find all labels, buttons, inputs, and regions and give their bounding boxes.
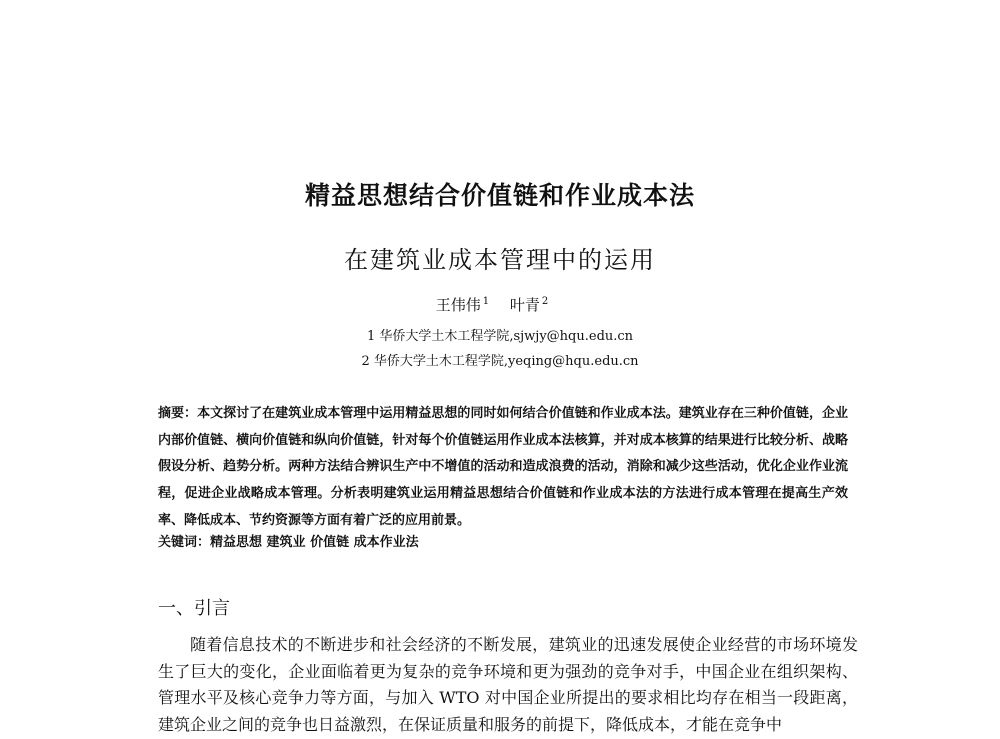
- abstract: [158, 401, 848, 535]
- abstract-text: 本文探讨了在建筑业成本管理中运用精益思想的同时如何结合价值链和作业成本法。建筑业存在三种价值链，企业内部价值链、横向价值链和纵向价值链，针对每个价值链运用作业成本法核算，并对成本核算的结果进行比较分析、战略假设分析、趋势分析。两种方法结合辨识生产中不增值的活动和造成浪费的活动，消除和减少这些活动，优化企业作业流程，促进企业战略成本管理。分析表明建筑业运用精益思想结合价值链和作业成本法的方法进行成本管理在提高生产效率、降低成本、节约资源等方面有着广泛的应用前景。: [158, 406, 848, 528]
- paper-title-line-2: 在建筑业成本管理中的运用: [344, 246, 656, 274]
- author-superscript: 1: [482, 296, 490, 307]
- section-heading: 一、引言: [158, 598, 230, 619]
- author-name: 王伟伟: [435, 296, 481, 314]
- paper-title-line-1: 精益思想结合价值链和作业成本法: [304, 181, 695, 210]
- authors: [0, 294, 1000, 315]
- affiliation-2: 2 华侨大学土木工程学院,yeqing@hqu.edu.cn: [361, 354, 639, 369]
- keywords: [158, 531, 848, 550]
- keywords-text: 精益思想 建筑业 价值链 成本作业法: [210, 535, 419, 550]
- abstract-label: 摘要：: [158, 406, 198, 421]
- author-superscript: 2: [541, 296, 549, 307]
- author-name: 叶青: [509, 296, 540, 314]
- affiliation-1: 1 华侨大学土木工程学院,sjwjy@hqu.edu.cn: [366, 329, 634, 344]
- keywords-label: 关键词：: [158, 535, 211, 550]
- body-paragraph: 随着信息技术的不断进步和社会经济的不断发展，建筑业的迅速发展使企业经营的市场环境发生了巨大的变化，企业面临着更为复杂的竞争环境和更为强劲的竞争对手，中国企业在组织架构、管理水平及核心竞争力等方面，与加入 WTO 对中国企业所提出的要求相比均存在相当一段距离，建筑企业之间的竞争也日益激烈，在保证质量和服务的前提下，降低成本，才能在竞争中: [158, 635, 858, 734]
